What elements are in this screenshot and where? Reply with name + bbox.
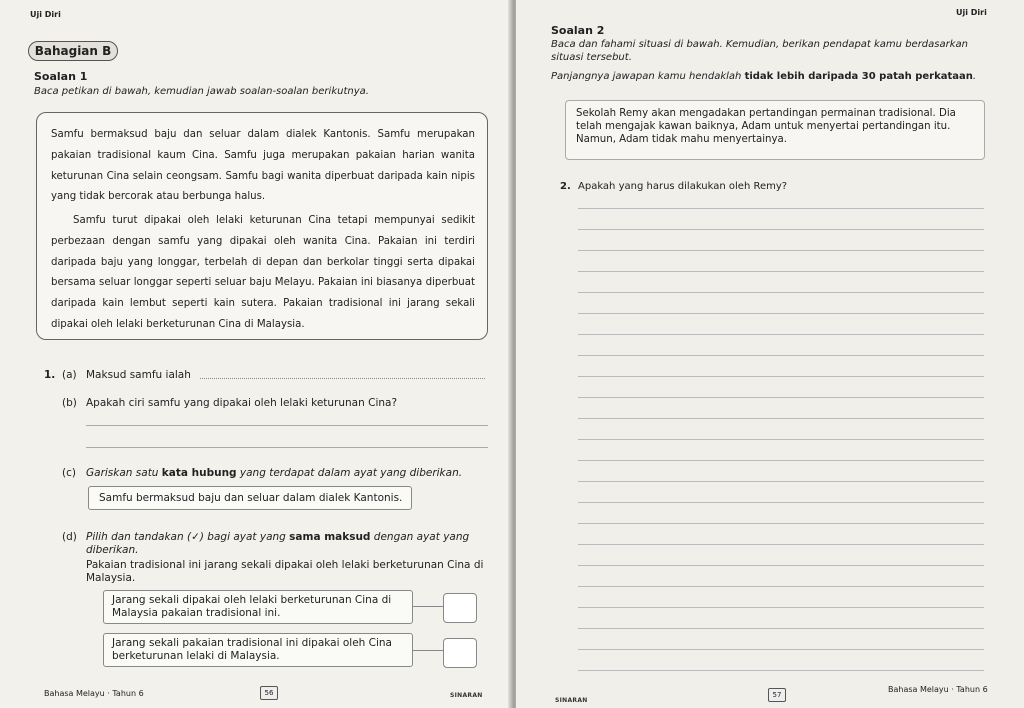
answer-line-q2-9[interactable] [578, 376, 984, 377]
answer-line-q2-5[interactable] [578, 292, 984, 293]
soalan-2-instruction: Baca dan fahami situasi di bawah. Kemudian, berikan pendapat kamu berdasarkan situasi tersebut. [551, 39, 968, 63]
answer-line-q2-19[interactable] [578, 586, 984, 587]
question-1-number: 1. [44, 369, 56, 381]
answer-line-q2-11[interactable] [578, 418, 984, 419]
question-2-number: 2. [560, 181, 571, 192]
option-2-connector [413, 650, 443, 651]
question-1d-given-sentence: Pakaian tradisional ini jarang sekali dipakai oleh lelaki berketurunan Cina di Malaysia. [86, 559, 484, 584]
option-1-connector [413, 606, 443, 607]
answer-line-q2-14[interactable] [578, 481, 984, 482]
answer-line-q2-1[interactable] [578, 208, 984, 209]
soalan-1-title: Soalan 1 [34, 70, 88, 83]
right-page-number: 57 [768, 688, 786, 702]
answer-line-q2-8[interactable] [578, 355, 984, 356]
answer-line-1b-1[interactable] [86, 425, 488, 426]
publisher-logo-left: SINARAN [450, 692, 483, 699]
option-2-tick-box[interactable] [443, 638, 477, 668]
conjunction-sentence-box[interactable]: Samfu bermaksud baju dan seluar dalam dialek Kantonis. [88, 486, 412, 510]
answer-line-q2-16[interactable] [578, 523, 984, 524]
left-page-number: 56 [260, 686, 278, 700]
passage-paragraph-1: Samfu bermaksud baju dan seluar dalam dialek Kantonis. Samfu merupakan pakaian tradisional kaum Cina. Samfu juga merupakan pakaian harian wanita keturunan Cina selain ceongsam. Samfu bagi wanita diperbuat daripada kain nipis yang tidak bercorak atau berbunga halus. [51, 129, 475, 203]
right-footer: Bahasa Melayu · Tahun 6 [888, 685, 988, 694]
question-1a-text: Maksud samfu ialah [86, 369, 191, 381]
section-badge: Bahagian B [28, 41, 118, 61]
question-2-text: Apakah yang harus dilakukan oleh Remy? [578, 181, 788, 192]
reading-passage [36, 112, 488, 340]
answer-line-q2-2[interactable] [578, 229, 984, 230]
answer-line-q2-6[interactable] [578, 313, 984, 314]
soalan-1-instruction: Baca petikan di bawah, kemudian jawab soalan-soalan berikutnya. [34, 86, 369, 97]
answer-line-q2-17[interactable] [578, 544, 984, 545]
question-1b-label: (b) [62, 397, 77, 409]
soalan-2-length-instruction: Panjangnya jawapan kamu hendaklah tidak lebih daripada 30 patah perkataan. [551, 71, 977, 82]
answer-line-q2-21[interactable] [578, 628, 984, 629]
answer-line-q2-12[interactable] [578, 439, 984, 440]
publisher-logo-right: SINARAN [555, 697, 588, 704]
answer-line-q2-10[interactable] [578, 397, 984, 398]
answer-line-q2-23[interactable] [578, 670, 984, 671]
answer-line-1b-2[interactable] [86, 447, 488, 448]
situation-box: Sekolah Remy akan mengadakan pertandingan permainan tradisional. Dia telah mengajak kawan baiknya, Adam untuk menyertai pertandingan itu. Namun, Adam tidak mahu menyertainya. [565, 100, 985, 160]
option-1-box: Jarang sekali dipakai oleh lelaki berketurunan Cina di Malaysia pakaian tradisional ini. [103, 590, 413, 624]
question-1b-text: Apakah ciri samfu yang dipakai oleh lelaki keturunan Cina? [86, 397, 398, 409]
option-1-tick-box[interactable] [443, 593, 477, 623]
answer-line-q2-3[interactable] [578, 250, 984, 251]
passage-paragraph-2: Samfu turut dipakai oleh lelaki keturunan Cina tetapi mempunyai sedikit perbezaan dengan samfu yang dipakai oleh wanita Cina. Pakaian ini terdiri daripada baju yang longgar, terbelah di depan dan berkolar tinggi serta dipakai bersama seluar longgar seperti seluar baju Melayu. Pakaian ini biasanya diperbuat daripada kain lembut seperti kain sutera. Pakaian tradisional ini jarang sekali dipakai oleh lelaki berketurunan Cina di Malaysia. [51, 215, 475, 330]
answer-line-1a[interactable] [200, 378, 485, 379]
soalan-2-title: Soalan 2 [551, 24, 605, 37]
right-header: Uji Diri [956, 8, 987, 17]
answer-line-q2-18[interactable] [578, 565, 984, 566]
answer-line-q2-13[interactable] [578, 460, 984, 461]
question-1c-text: Gariskan satu kata hubung yang terdapat dalam ayat yang diberikan. [86, 467, 463, 479]
option-2-box: Jarang sekali pakaian tradisional ini dipakai oleh Cina berketurunan lelaki di Malaysia. [103, 633, 413, 667]
answer-line-q2-15[interactable] [578, 502, 984, 503]
answer-line-q2-4[interactable] [578, 271, 984, 272]
left-footer: Bahasa Melayu · Tahun 6 [44, 689, 144, 698]
question-1d-text: Pilih dan tandakan (✓) bagi ayat yang sama maksud dengan ayat yang diberikan. [86, 531, 470, 556]
question-1a-label: (a) [62, 369, 77, 381]
left-header: Uji Diri [30, 10, 61, 19]
answer-line-q2-22[interactable] [578, 649, 984, 650]
answer-line-q2-7[interactable] [578, 334, 984, 335]
question-1c-label: (c) [62, 467, 76, 479]
question-1d-label: (d) [62, 531, 77, 543]
answer-line-q2-20[interactable] [578, 607, 984, 608]
